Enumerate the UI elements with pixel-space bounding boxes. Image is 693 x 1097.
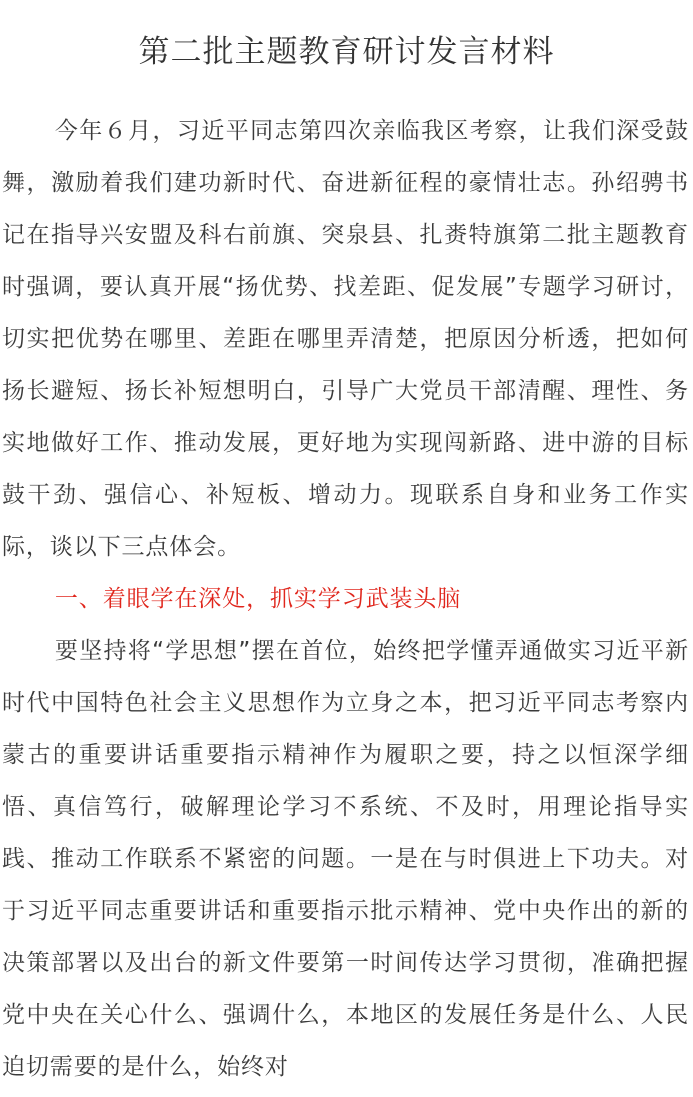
document-title: 第二批主题教育研讨发言材料 <box>138 34 555 70</box>
paragraph-intro: 今年６月，习近平同志第四次亲临我区考察，让我们深受鼓舞，激励着我们建功新时代、奋进新征程的豪情壮志。孙绍骋书记在指导兴安盟及科右前旗、突泉县、扎赉特旗第二批主题教育时强调，要认真开展“扬优势、找差距、促发展”专题学习研讨，切实把优势在哪里、差距在哪里弄清楚，把原因分析透，把如何扬长避短、扬长补短想明白，引导广大党员干部清醒、理性、务实地做好工作、推动发展，更好地为实现闯新路、进中游的目标鼓干劲、强信心、补短板、增动力。现联系自身和业务工作实际，谈以下三点体会。 <box>2 118 689 560</box>
paragraph-section-1: 要坚持将“学思想”摆在首位，始终把学懂弄通做实习近平新时代中国特色社会主义思想作为立身之本，把习近平同志考察内蒙古的重要讲话重要指示精神作为履职之要，持之以恒深学细悟、真信笃行，破解理论学习不系统、不及时，用理论指导实践、推动工作联系不紧密的问题。一是在与时俱进上下功夫。对于习近平同志重要讲话和重要指示批示精神、党中央作出的新的决策部署以及出台的新文件要第一时间传达学习贯彻，准确把握党中央在关心什么、强调什么，本地区的发展任务是什么、人民迫切需要的是什么，始终对 <box>2 638 689 1080</box>
section-heading-1: 一、着眼学在深处，抓实学习武装头脑 <box>54 586 462 612</box>
document-body <box>0 105 693 1093</box>
